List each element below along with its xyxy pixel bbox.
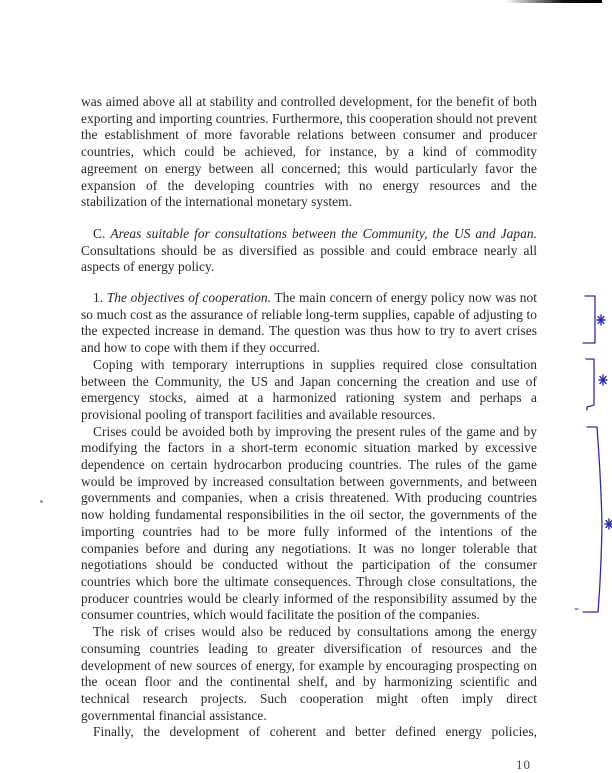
paragraph-text: was aimed above all at stability and controlled development, for the benefit of both exporting and importing countries. Furthermore, this cooperation should not prevent the establishment of more favorable relations between consumer and producer countries, which could be achieved, for instance, by a kind of commodity agreement on energy between all concerned; this would particularly favor the expansion of the developing countries with no energy resources and the stabilization of the international monetary system. — [81, 94, 537, 210]
margin-bracket — [583, 296, 595, 343]
margin-bracket — [583, 427, 602, 612]
page-number: 10 — [516, 757, 531, 772]
subsection-heading: The objectives of cooperation. — [106, 290, 272, 306]
risk-paragraph — [81, 624, 537, 724]
crises-paragraph — [81, 424, 537, 624]
paragraph-intro — [81, 94, 537, 211]
section-label: C. — [93, 225, 111, 241]
paragraph-text: Crises could be avoided both by improving the present rules of the game and by modifying the factors in a short-term economic situation marked by excessive dependence on certain hydrocarbon producing countries. The rules of the game would be improved by increased consultation between governments, and between governments and companies, when a crisis threatened. With producing countries now holding fundamental responsibilities in the oil sector, the governments of the importing countries had to be more fully informed of the intentions of the companies before and during any negotiations. It was no longer tolerable that negotiations should be conducted without the participation of the consumer countries which bore the ultimate consequences. Through close consultations, the producer countries would be clearly informed of the responsibility assumed by the consumer countries, which would facilitate the position of the companies. — [81, 423, 537, 623]
scan-shadow — [505, 0, 602, 3]
finally-paragraph — [81, 724, 537, 741]
paragraph-text: Coping with temporary interruptions in supplies required close consultation between the Community, the US and Japan concerning the creation and use of emergency stocks, aimed at a harmonized rationing system and perhaps a provisional pooling of transport facilities and available resources. — [81, 356, 537, 422]
coping-paragraph — [81, 357, 537, 424]
margin-bracket — [586, 359, 594, 410]
section-c-paragraph — [81, 226, 537, 276]
subsection-number: 1. — [93, 290, 107, 306]
paragraph-text: Finally, the development of coherent and better defined energy policies, — [93, 724, 537, 740]
asterisk-icon — [599, 375, 607, 385]
asterisk-icon — [597, 315, 605, 325]
paragraph-text: The main concern of energy policy now was not so much cost as the assurance of reliable long-term supplies, capable of adjusting to the expected increase in demand. The question was thus how to try to avert crises and how to cope with them if they occurred. — [81, 290, 537, 356]
page-body — [81, 94, 537, 741]
paragraph-text: Consultations should be as diversified as possible and could embrace nearly all aspects of energy policy. — [81, 242, 537, 275]
section-heading: Areas suitable for consultations between the Community, the US and Japan. — [110, 225, 538, 241]
asterisk-icon — [605, 519, 612, 529]
objectives-paragraph — [81, 290, 537, 357]
paragraph-text: The risk of crises would also be reduced by consultations among the energy consuming countries leading to greater diversification of resources and the development of new sources of energy, for example by encouraging prospecting on the ocean floor and the continental shelf, and by harmonizing scientific and technical research projects. Such cooperation might often imply direct governmental financial assistance. — [81, 624, 537, 723]
margin-speck — [40, 500, 43, 503]
